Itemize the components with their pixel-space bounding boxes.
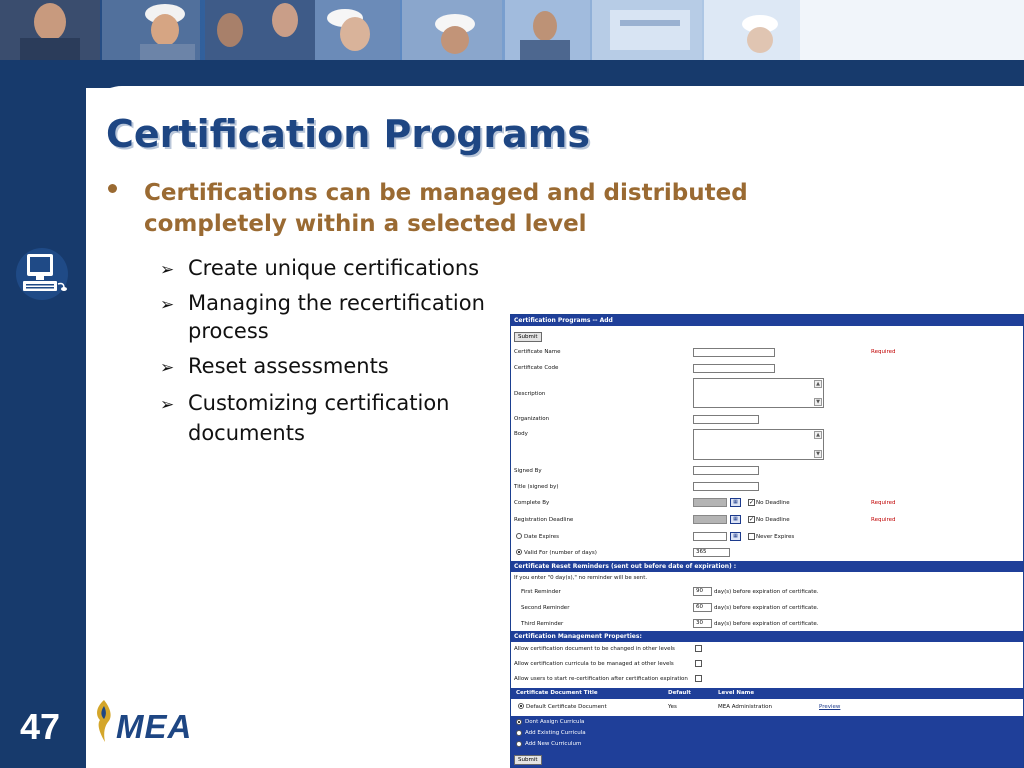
arrow-bullet-icon: ➢ <box>160 395 175 415</box>
date-expires-input[interactable] <box>693 532 727 541</box>
second-reminder-input[interactable]: 60 <box>693 603 712 612</box>
sub-bullet-text: Customizing certification documents <box>188 391 450 445</box>
sub-bullet-customizing <box>160 388 480 448</box>
certification-add-form <box>510 314 1024 768</box>
valid-for-radio[interactable] <box>516 549 522 555</box>
label-complete-by: Complete By <box>514 500 550 506</box>
certificate-name-input[interactable] <box>693 348 775 357</box>
col-default: Default <box>668 690 691 696</box>
document-select-radio[interactable] <box>518 703 524 709</box>
label-dont-assign-curricula: Dont Assign Curricula <box>525 719 585 725</box>
sub-bullet-text: Create unique certifications <box>188 256 480 280</box>
label-add-existing-curricula: Add Existing Curricula <box>525 730 586 736</box>
calendar-icon[interactable]: ▦ <box>730 498 741 507</box>
date-expires-radio[interactable] <box>516 533 522 539</box>
required-marker: Required <box>871 349 896 355</box>
label-valid-for: Valid For (number of days) <box>524 550 597 556</box>
first-reminder-input[interactable]: 90 <box>693 587 712 596</box>
submit-button-top[interactable]: Submit <box>514 332 542 342</box>
organization-input[interactable] <box>693 415 759 424</box>
label-no-deadline: No Deadline <box>756 517 790 523</box>
valid-for-input[interactable]: 365 <box>693 548 730 557</box>
label-signed-by: Signed By <box>514 468 542 474</box>
bullet-dot <box>108 184 117 193</box>
label-description: Description <box>514 391 546 397</box>
label-registration-deadline: Registration Deadline <box>514 517 574 523</box>
label-never-expires: Never Expires <box>756 534 795 540</box>
description-textarea[interactable] <box>693 378 824 408</box>
calendar-icon[interactable]: ▦ <box>730 532 741 541</box>
banner-photo-strip <box>0 0 1024 60</box>
sub-bullet-text: Reset assessments <box>188 354 389 378</box>
required-marker: Required <box>871 517 896 523</box>
form-title-bar: Certification Programs -- Add <box>511 315 1024 326</box>
computer-icon <box>14 246 70 302</box>
allow-recertification-checkbox[interactable] <box>695 675 702 682</box>
label-certificate-code: Certificate Code <box>514 365 559 371</box>
arrow-bullet-icon: ➢ <box>160 260 175 280</box>
label-organization: Organization <box>514 416 550 422</box>
complete-by-date-input[interactable] <box>693 498 727 507</box>
add-new-curriculum-radio[interactable] <box>516 741 522 747</box>
reminder-suffix: day(s) before expiration of certificate. <box>714 605 819 611</box>
main-bullet-text: Certifications can be managed and distributed completely within a selected level <box>144 180 748 237</box>
label-third-reminder: Third Reminder <box>521 621 564 627</box>
left-navy-bar <box>0 60 86 768</box>
reminders-note: If you enter "0 day(s)," no reminder will be sent. <box>514 575 648 581</box>
label-body: Body <box>514 431 528 437</box>
third-reminder-input[interactable]: 30 <box>693 619 712 628</box>
scroll-up-icon[interactable]: ▲ <box>814 431 822 439</box>
no-deadline-checkbox[interactable]: ✓ <box>749 516 755 523</box>
slide-title: Certification Programs <box>106 112 590 156</box>
management-header: Certification Management Properties: <box>511 631 1024 642</box>
arrow-bullet-icon: ➢ <box>160 358 175 378</box>
scroll-down-icon[interactable]: ▼ <box>814 398 822 406</box>
mea-logo-text: MEA <box>116 708 193 745</box>
header-photo-banner <box>0 0 1024 60</box>
scroll-down-icon[interactable]: ▼ <box>814 450 822 458</box>
calendar-icon[interactable]: ▦ <box>730 515 741 524</box>
label-date-expires: Date Expires <box>524 534 560 540</box>
sub-bullet-create <box>160 254 520 282</box>
submit-button-bottom[interactable]: Submit <box>514 755 542 765</box>
document-title-cell: Default Certificate Document <box>526 704 607 710</box>
curricula-options-band <box>511 716 1024 752</box>
document-level-cell: MEA Administration <box>718 704 772 710</box>
documents-table-header <box>511 688 1024 699</box>
label-no-deadline: No Deadline <box>756 500 790 506</box>
allow-document-change-checkbox[interactable] <box>695 645 702 652</box>
col-level-name: Level Name <box>718 690 755 696</box>
no-deadline-checkbox[interactable]: ✓ <box>749 499 755 506</box>
label-allow-recertification: Allow users to start re-certification after certification expiration <box>514 676 688 682</box>
sub-bullet-reset <box>160 352 520 380</box>
never-expires-checkbox[interactable] <box>748 533 755 540</box>
label-add-new-curriculum: Add New Curriculum <box>525 741 582 747</box>
add-existing-curricula-radio[interactable] <box>516 730 522 736</box>
dont-assign-curricula-radio[interactable] <box>516 719 522 725</box>
slide-number: 47 <box>20 706 61 747</box>
certificate-code-input[interactable] <box>693 364 775 373</box>
document-default-cell: Yes <box>668 704 677 710</box>
header-navy-band <box>0 60 1024 88</box>
allow-curricula-managed-checkbox[interactable] <box>695 660 702 667</box>
label-title-signed-by: Title (signed by) <box>514 484 559 490</box>
bottom-submit-band <box>511 752 1024 768</box>
title-signed-by-input[interactable] <box>693 482 759 491</box>
reminders-header: Certificate Reset Reminders (sent out before date of expiration) : <box>511 561 1024 572</box>
col-document-title: Certificate Document Title <box>516 690 598 696</box>
label-first-reminder: First Reminder <box>521 589 561 595</box>
label-allow-document-change: Allow certification document to be changed in other levels <box>514 646 675 652</box>
label-allow-curricula-managed: Allow certification curricula to be managed at other levels <box>514 661 674 667</box>
sub-bullet-text: Managing the recertification process <box>188 291 485 343</box>
reminder-suffix: day(s) before expiration of certificate. <box>714 589 819 595</box>
arrow-bullet-icon: ➢ <box>160 295 175 315</box>
body-textarea[interactable] <box>693 429 824 460</box>
scroll-up-icon[interactable]: ▲ <box>814 380 822 388</box>
reminder-suffix: day(s) before expiration of certificate. <box>714 621 819 627</box>
label-certificate-name: Certificate Name <box>514 349 561 355</box>
signed-by-input[interactable] <box>693 466 759 475</box>
sub-bullet-managing <box>160 289 520 345</box>
label-second-reminder: Second Reminder <box>521 605 570 611</box>
registration-deadline-date-input[interactable] <box>693 515 727 524</box>
required-marker: Required <box>871 500 896 506</box>
preview-link[interactable]: Preview <box>819 704 841 710</box>
